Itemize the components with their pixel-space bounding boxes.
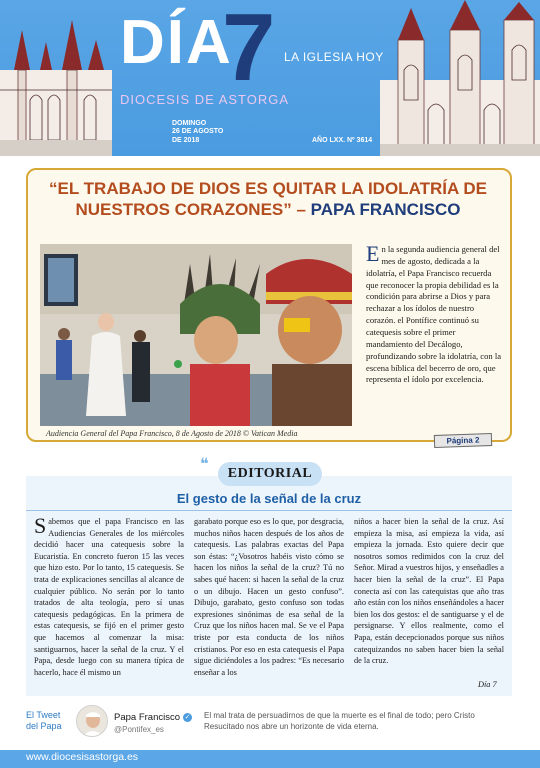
masthead-tagline: LA IGLESIA HOY [284, 50, 384, 64]
cathedral-illustration-right [380, 0, 540, 156]
tweet-handle[interactable]: @Pontifex_es [114, 725, 164, 734]
feature-dropcap: E [366, 241, 380, 266]
publication-date [172, 120, 223, 145]
editorial-dropcap: S [34, 516, 47, 538]
tweet-author[interactable] [114, 712, 192, 723]
editorial-column-1 [34, 516, 184, 694]
page-link-badge[interactable]: Página 2 [434, 433, 492, 448]
date-weekday: DOMINGO [172, 120, 207, 127]
feature-body [366, 241, 502, 386]
photo-caption: Audiencia General del Papa Francisco, 8 de Agosto de 2018 © Vatican Media [46, 429, 298, 438]
editorial-column-2: garabato porque eso es lo que, por desgracia, muchos niños hacen después de los años de catequesis. Las palabras exactas del Papa son éstas: “¿Vosotros habéis visto cómo se hacen los niños la señal de la cruz? Tú no sabes qué hacen: si hacen la señal de la cruz o un dibujo. Hacen un gesto confuso”. Dibujo, garabato, gesto confuso son todas expresiones sinónimas de esa señal de la Cruz que los niños hacen mal. Se ve el Papa triste por esta conducta de los niños cristianos. Por eso en esta catequesis el Papa sigue diciéndoles a los padres: “Es necesario enseñar a los [194, 517, 344, 677]
editorial-tab: EDITORIAL [218, 462, 322, 486]
date-day: 26 DE AGOSTO [172, 128, 224, 136]
website-link[interactable]: www.diocesisastorga.es [26, 751, 139, 763]
masthead-title: DÍA [120, 8, 233, 77]
feature-headline-author: PAPA FRANCISCO [310, 200, 461, 220]
editorial-title: El gesto de la señal de la cruz [176, 491, 362, 506]
verified-icon: ✓ [184, 714, 191, 721]
feature-headline [40, 178, 496, 221]
cathedral-illustration-left [0, 0, 112, 156]
speech-bubble-icon: ❝ [200, 456, 209, 473]
tweet-text: El mal trata de persuadirnos de que la muerte es el final de todo; pero Cristo Resucitado nos abre un horizonte de vida eterna. [204, 711, 475, 732]
feature-body-text: n la segunda audiencia general del mes de agosto, dedicada a la idolatría, el Papa Francisco recuerda que reconocer la propia debilidad es la condición para abrirse a Dios y para rechazar a los ídolos de nuestro corazón. el Pontífice continuó su catequesis sobre el primer mandamiento del Decálogo, profundizando sobre la idolatría, con la escena bíblica del becerro de oro, que representa el ídolo por excelencia. [366, 244, 502, 385]
masthead-number: 7 [222, 0, 276, 101]
editorial-column-1-text: abemos que el papa Francisco en las Audiencias Generales de los miércoles decidió hacer una catequesis sobre la Eucaristía. En concreto fueron 15 las veces que hizo esto. Por lo tanto, 15 catequesis. Se trata de explicaciones sencillas al alcance de cualquier público. No serán por lo tanto tratados de alta teología, pero sí unas catequesis pedagógicas. En la primera de estas catequesis, se fijó en el primer gesto que hacemos al comenzar la misa: santiguarnos, hacer la señal de la cruz. Y el Papa, desde luego con su manera típica de hacerlo, hace él mismo un [34, 517, 184, 677]
date-year: DE 2018 [172, 136, 200, 144]
editorial-column-3: niños a hacer bien la señal de la cruz. Así empieza la misa, así empieza la vida, así empieza la jornada. Esto quiere decir que nosotros somos redimidos con la cruz del Señor. Mirad a vuestros hijos, y enseñadles a hacer bien la señal de la cruz”. El Papa conecta así con las catequistas que año tras año están con los niños enseñándoles a hacer bien los dos gestos: el de santiguarse y el de persignarse. Y ellos realmente, como el Papa, están decepcionados porque sus niños catequizandos no saben hacer bien la señal de la cruz. [354, 517, 504, 666]
editorial-divider [26, 510, 512, 511]
editorial-signature: Día 7 [478, 680, 497, 689]
masthead [0, 0, 540, 156]
feature-headline-quote: “EL TRABAJO DE DIOS ES QUITAR LA IDOLATRÍA DE NUESTROS CORAZONES” – [49, 179, 487, 220]
audience-photo [40, 244, 352, 426]
avatar[interactable] [76, 705, 108, 737]
issue-number: AÑO LXX. Nº 3614 [312, 137, 373, 144]
tweet-section-label: El Tweet del Papa [26, 710, 62, 731]
tweet-author-name: Papa Francisco [114, 712, 181, 723]
audience-photo-illustration [40, 244, 352, 426]
masthead-diocese: DIOCESIS DE ASTORGA [120, 92, 290, 107]
